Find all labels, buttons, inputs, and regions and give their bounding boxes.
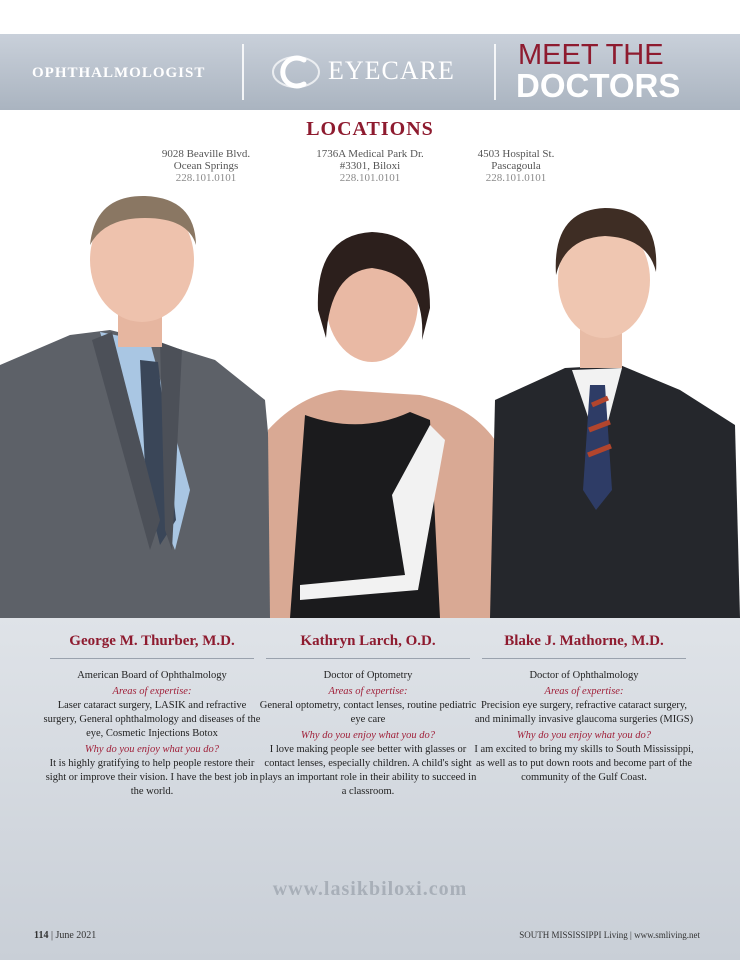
doctor-card-2 bbox=[258, 632, 478, 799]
doctor-title: Doctor of Ophthalmology bbox=[529, 670, 639, 681]
location-3 bbox=[436, 148, 596, 184]
location-city: Ocean Springs bbox=[173, 160, 239, 172]
areas-label: Areas of expertise: bbox=[544, 686, 624, 697]
location-2 bbox=[290, 148, 450, 184]
footer-separator: | bbox=[50, 930, 56, 941]
category-label: OPHTHALMOLOGIST bbox=[32, 65, 206, 81]
why-label: Why do you enjoy what you do? bbox=[516, 730, 652, 741]
logo-text: EYECARE bbox=[328, 56, 455, 85]
doctor-name: Kathryn Larch, O.D. bbox=[300, 633, 436, 649]
location-phone: 228.101.0101 bbox=[175, 172, 237, 184]
location-phone: 228.101.0101 bbox=[485, 172, 547, 184]
doctors-photo bbox=[0, 190, 740, 618]
areas-text: General optometry, contact lenses, routine pediatric eye care bbox=[259, 700, 477, 725]
areas-label: Areas of expertise: bbox=[112, 686, 192, 697]
magazine-url[interactable]: www.smliving.net bbox=[634, 930, 700, 940]
doctors-heading: DOCTORS bbox=[516, 67, 681, 104]
doctor-title: American Board of Ophthalmology bbox=[77, 670, 227, 681]
doctor-card-3 bbox=[474, 632, 694, 785]
banner-divider bbox=[494, 44, 496, 100]
location-1 bbox=[126, 148, 286, 184]
doctor-bios-panel bbox=[0, 618, 740, 960]
header-banner bbox=[0, 34, 740, 110]
areas-text: Laser cataract surgery, LASIK and refractive surgery, General ophthalmology and diseases of the eye, Cosmetic Injections Botox bbox=[43, 700, 261, 739]
location-address: 9028 Beaville Blvd. bbox=[161, 148, 251, 160]
doctor-name: Blake J. Mathorne, M.D. bbox=[504, 633, 664, 649]
location-city: Pascagoula bbox=[491, 160, 541, 172]
why-label: Why do you enjoy what you do? bbox=[300, 730, 436, 741]
meet-heading: MEET THE bbox=[518, 39, 664, 71]
issue-date: June 2021 bbox=[55, 930, 97, 941]
why-label: Why do you enjoy what you do? bbox=[84, 744, 220, 755]
banner-divider bbox=[242, 44, 244, 100]
magazine-name: SOUTH MISSISSIPPI Living bbox=[519, 930, 628, 940]
doctor-middle-figure bbox=[268, 232, 520, 618]
eye-logo-icon bbox=[272, 48, 320, 96]
footer-separator: | bbox=[630, 930, 635, 940]
why-text: It is highly gratifying to help people restore their sight or improve their vision. I have the best job in the world. bbox=[45, 758, 259, 797]
name-divider bbox=[266, 658, 470, 659]
doctor-right-figure bbox=[490, 208, 740, 618]
why-text: I am excited to bring my skills to South Mississippi, as well as to put down roots and become part of the community of the Gulf Coast. bbox=[474, 744, 694, 783]
location-address: 4503 Hospital St. bbox=[477, 148, 555, 160]
top-margin bbox=[0, 0, 740, 34]
doctor-name: George M. Thurber, M.D. bbox=[69, 633, 235, 649]
name-divider bbox=[482, 658, 686, 659]
location-address: 1736A Medical Park Dr. bbox=[316, 148, 424, 160]
page-number: 114 bbox=[34, 930, 49, 941]
doctor-left-figure bbox=[0, 196, 285, 618]
locations-title: LOCATIONS bbox=[306, 118, 434, 140]
footer-left bbox=[34, 930, 96, 941]
footer-right bbox=[519, 930, 700, 940]
location-city: #3301, Biloxi bbox=[339, 160, 401, 172]
doctor-title: Doctor of Optometry bbox=[323, 670, 413, 681]
website-link[interactable]: www.lasikbiloxi.com bbox=[272, 878, 468, 900]
eyecare-logo bbox=[272, 48, 480, 96]
doctor-card-1 bbox=[42, 632, 262, 799]
name-divider bbox=[50, 658, 254, 659]
why-text: I love making people see better with glasses or contact lenses, especially children. A child's sight plays an important role in their ability to succeed in a classroom. bbox=[259, 744, 477, 797]
areas-label: Areas of expertise: bbox=[328, 686, 408, 697]
location-phone: 228.101.0101 bbox=[339, 172, 401, 184]
areas-text: Precision eye surgery, refractive cataract surgery, and minimally invasive glaucoma surgeries (MIGS) bbox=[474, 700, 694, 725]
